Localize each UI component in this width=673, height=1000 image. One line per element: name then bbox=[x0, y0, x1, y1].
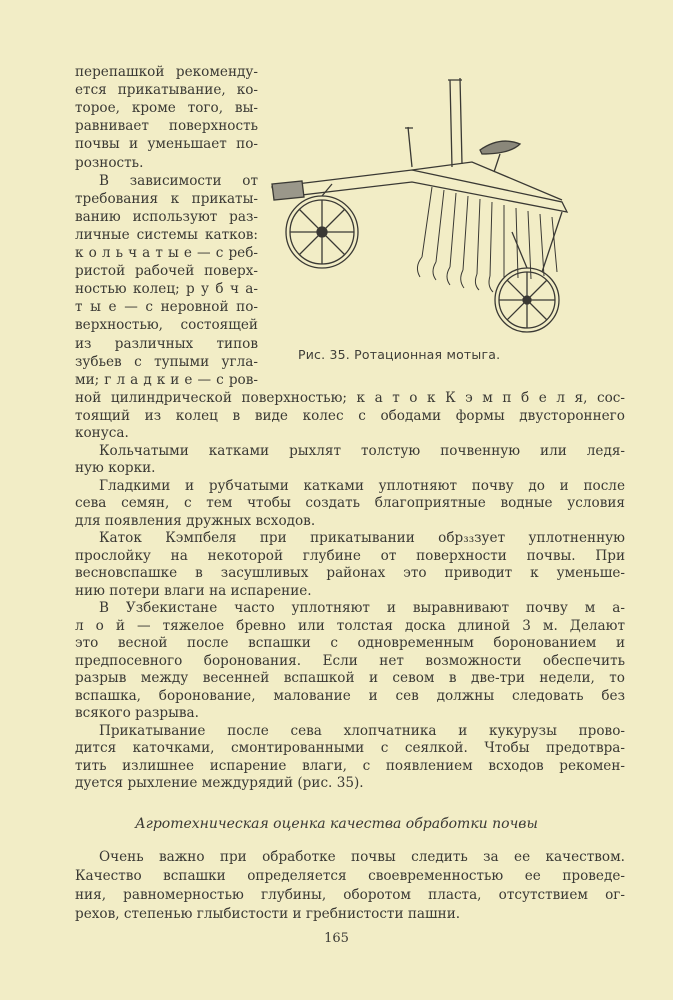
text-line: ностью колец; р у б ч а- bbox=[75, 281, 258, 298]
text-line: л о й — тяжелое бревно или толстая доска длиной 3 м. Делают bbox=[75, 617, 625, 634]
text-line: из различных типов bbox=[75, 335, 258, 352]
text-line: предпосевного боронования. Если нет возможности обеспечить bbox=[75, 652, 625, 669]
text-line: розность. bbox=[75, 154, 144, 171]
rotary-hoe-illustration bbox=[262, 72, 580, 340]
text-line: Каток Кэмпбеля при прикатывании обр₃₃зует уплотненную bbox=[99, 530, 625, 546]
text-line: зубьев с тупыми угла- bbox=[75, 353, 258, 370]
text-line: торое, кроме того, вы- bbox=[75, 100, 258, 117]
text-line: тоящий из колец в виде колес с ободами формы двустороннего bbox=[75, 407, 625, 424]
text-line: В зависимости от bbox=[99, 172, 258, 189]
figure-caption: Рис. 35. Ротационная мотыга. bbox=[298, 347, 501, 362]
text-line: ми; г л а д к и е — с ров- bbox=[75, 371, 258, 388]
text-line: требования к прикаты- bbox=[75, 190, 258, 207]
text-line: ния, равномерностью глубины, оборотом пласта, отсутствием ог- bbox=[75, 887, 625, 903]
rear-wheel bbox=[495, 268, 559, 332]
text-line: равнивает поверхность bbox=[75, 118, 258, 135]
text-line: Очень важно при обработке почвы следить за ее качеством. bbox=[99, 849, 625, 865]
text-line: весновспашке в засушливых районах это приводит к уменьше- bbox=[75, 565, 625, 581]
text-line: тить излишнее испарение влаги, с появлением всходов рекомен- bbox=[75, 757, 625, 774]
text-line: Прикатывание после сева хлопчатника и кукурузы прово- bbox=[99, 722, 625, 739]
section-heading: Агротехническая оценка качества обработки почвы bbox=[135, 816, 538, 832]
text-line: Гладкими и рубчатыми катками уплотняют почву до и после bbox=[99, 477, 625, 494]
text-line: сева семян, с тем чтобы создать благоприятные водные условия bbox=[75, 495, 625, 511]
text-line: ванию используют раз- bbox=[75, 208, 258, 225]
text-line: верхностью, состоящей bbox=[75, 317, 258, 334]
text-line: дуется рыхление междурядий (рис. 35). bbox=[75, 775, 364, 791]
text-line: это весной после вспашки с одновременным боронованием и bbox=[75, 635, 625, 651]
text-line: дится каточками, смонтированными с сеялкой. Чтобы предотвра- bbox=[75, 740, 625, 756]
text-line: всякого разрыва. bbox=[75, 705, 199, 721]
text-line: прослойку на некоторой глубине от поверхности почвы. При bbox=[75, 547, 625, 564]
page-number: 165 bbox=[324, 931, 349, 946]
text-line: В Узбекистане часто уплотняют и выравнивают почву м а- bbox=[99, 600, 625, 616]
text-line: ется прикатывание, ко- bbox=[75, 82, 258, 99]
text-line: почвы и уменьшает по- bbox=[75, 136, 258, 153]
text-line: личные системы катков: bbox=[75, 226, 258, 243]
text-line: ристой рабочей поверх- bbox=[75, 263, 258, 280]
front-wheel bbox=[286, 196, 358, 268]
text-line: вспашка, боронование, малование и сев должны следовать без bbox=[75, 687, 625, 704]
text-line: нию потери влаги на испарение. bbox=[75, 582, 312, 599]
text-line: для появления дружных всходов. bbox=[75, 512, 316, 529]
text-line: ной цилиндрической поверхностью; к а т о к К э м п б е л я, сос- bbox=[75, 390, 625, 406]
text-line: к о л ь ч а т ы е — с реб- bbox=[75, 245, 258, 261]
text-line: Качество вспашки определяется своевременностью ее проведе- bbox=[75, 868, 625, 884]
text-line: разрыв между весенней вспашкой и севом в две-три недели, то bbox=[75, 670, 625, 686]
text-line: перепашкой рекоменду- bbox=[75, 64, 258, 80]
text-line: т ы е — с неровной по- bbox=[75, 299, 258, 316]
text-line: ную корки. bbox=[75, 460, 156, 476]
text-line: рехов, степенью глыбистости и гребнистости пашни. bbox=[75, 906, 461, 922]
text-line: Кольчатыми катками рыхлят толстую почвенную или ледя- bbox=[99, 442, 625, 459]
text-line: конуса. bbox=[75, 425, 129, 441]
